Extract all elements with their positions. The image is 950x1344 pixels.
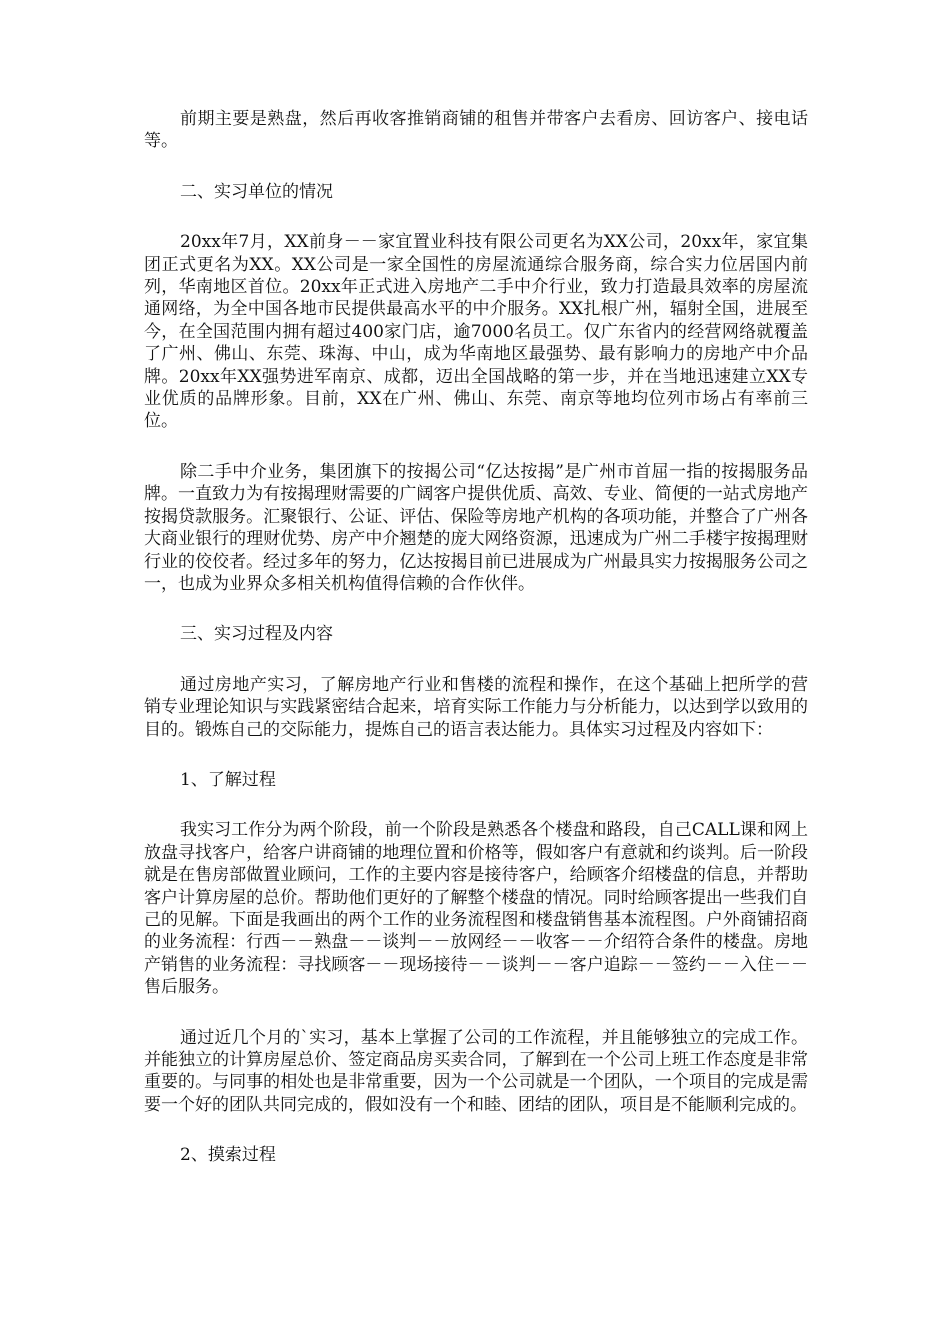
paragraph-process-intro: 通过房地产实习，了解房地产行业和售楼的流程和操作，在这个基础上把所学的营销专业理论知识与实践紧密结合起来，培育实际工作能力与分析能力，以达到学以致用的目的。锻炼自己的交际能力，提炼自己的语言表达能力。具体实习过程及内容如下： — [144, 674, 808, 740]
paragraph-work-stages: 我实习工作分为两个阶段，前一个阶段是熟悉各个楼盘和路段，自己CALL课和网上放盘寻找客户，给客户讲商铺的地理位置和价格等，假如客户有意就和约谈判。后一阶段就是在售房部做置业顾问，工作的主要内容是接待客户，给顾客介绍楼盘的信息，并帮助客户计算房屋的总价。帮助他们更好的了解整个楼盘的情况。同时给顾客提出一些我们自己的见解。下面是我画出的两个工作的业务流程图和楼盘销售基本流程图。户外商铺招商的业务流程：行西－－熟盘－－谈判－－放网经－－收客－－介绍符合条件的楼盘。房地产销售的业务流程：寻找顾客－－现场接待－－谈判－－客户追踪－－签约－－入住－－售后服务。 — [144, 820, 808, 998]
paragraph-company-history: 20xx年7月，XX前身－－家宜置业科技有限公司更名为XX公司，20xx年，家宜集团正式更名为XX。XX公司是一家全国性的房屋流通综合服务商，综合实力位居国内前列，华南地区首位。20xx年正式进入房地产二手中介行业，致力打造最具效率的房屋流通网络，为全中国各地市民提供最高水平的中介服务。XX扎根广州，辐射全国，进展至今，在全国范围内拥有超过400家门店，逾7000名员工。仅广东省内的经营网络就覆盖了广州、佛山、东莞、珠海、中山，成为华南地区最强势、最有影响力的房地产中介品牌。20xx年XX强势进军南京、成都，迈出全国战略的第一步，并在当地迅速建立XX专业优质的品牌形象。目前，XX在广州、佛山、东莞、南京等地均位列市场占有率前三位。 — [144, 232, 808, 432]
subsection-heading-understanding: 1、了解过程 — [180, 769, 276, 790]
subsection-heading-exploration: 2、摸索过程 — [180, 1145, 276, 1166]
paragraph-intro: 前期主要是熟盘，然后再收客推销商铺的租售并带客户去看房、回访客户、接电话等。 — [144, 109, 808, 152]
paragraph-summary: 通过近几个月的`实习，基本上掌握了公司的工作流程，并且能够独立的完成工作。并能独立的计算房屋总价、签定商品房买卖合同，了解到在一个公司上班工作态度是非常重要的。与同事的相处也是非常重要，因为一个公司就是一个团队，一个项目的完成是需要一个好的团队共同完成的，假如没有一个和睦、团结的团队，项目是不能顺利完成的。 — [144, 1027, 808, 1115]
section-heading-company: 二、实习单位的情况 — [180, 181, 333, 202]
section-heading-process: 三、实习过程及内容 — [180, 624, 333, 645]
document-body — [144, 108, 808, 1195]
paragraph-mortgage-company: 除二手中介业务，集团旗下的按揭公司“亿达按揭”是广州市首屈一指的按揭服务品牌。一直致力为有按揭理财需要的广阔客户提供优质、高效、专业、简便的一站式房地产按揭贷款服务。汇聚银行、公证、评估、保险等房地产机构的各项功能，并整合了广州各大商业银行的理财优势、房产中介翘楚的庞大网络资源，迅速成为广州二手楼宇按揭理财行业的佼佼者。经过多年的努力，亿达按揭目前已进展成为广州最具实力按揭服务公司之一，也成为业界众多相关机构值得信赖的合作伙伴。 — [144, 461, 808, 594]
